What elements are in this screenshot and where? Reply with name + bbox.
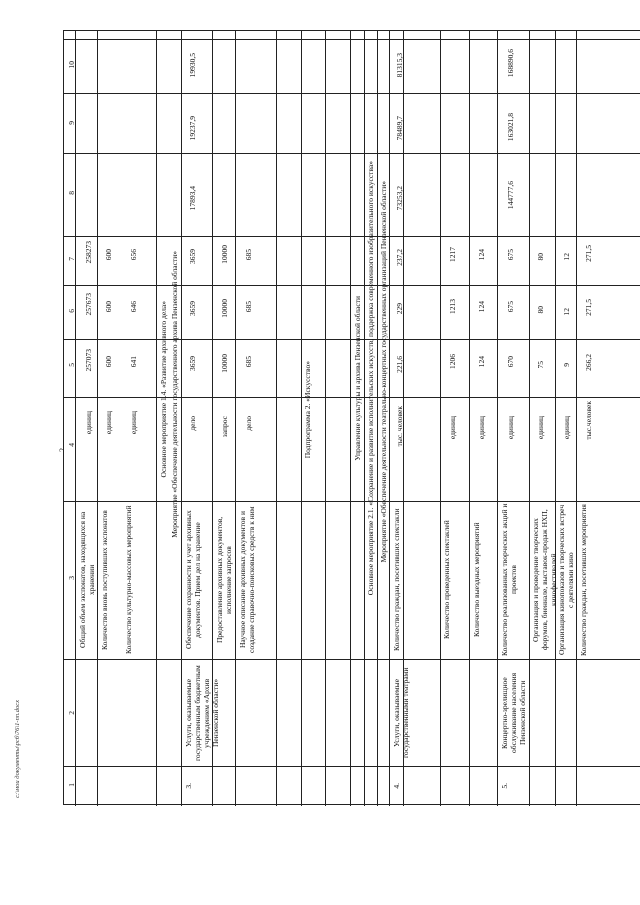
unit: дело xyxy=(244,416,253,431)
indicator: Количество граждан, посетивших спектакли xyxy=(392,508,401,652)
col-line xyxy=(389,31,390,806)
event-heading: Мероприятие «Обеспечение деятельности государственного архива Пензенской области» xyxy=(170,251,179,538)
finance-value: 17893,4 xyxy=(188,186,197,211)
value: 258273 xyxy=(84,241,93,264)
row-line xyxy=(64,501,640,502)
unit: единиц xyxy=(477,416,486,440)
value: 675 xyxy=(506,301,515,313)
value: 221,6 xyxy=(395,356,404,373)
value: 3659 xyxy=(188,249,197,264)
col-line xyxy=(276,31,277,806)
indicator: Количество выездных мероприятий xyxy=(472,522,481,638)
row-line xyxy=(64,659,640,660)
value: 229 xyxy=(395,303,404,315)
value: 10000 xyxy=(220,354,229,373)
col-header: 7 xyxy=(67,257,76,261)
service-name: Услуги, оказываемые государственным бюджетным учреждением «Архив Пензенской области» xyxy=(184,665,220,761)
col-line xyxy=(469,31,470,806)
row-line xyxy=(64,285,640,286)
unit: единиц xyxy=(448,416,457,440)
col-header: 2 xyxy=(67,711,76,715)
col-line xyxy=(350,31,351,806)
value: 600 xyxy=(104,356,113,368)
value: 12 xyxy=(562,308,571,316)
row-number: 5. xyxy=(500,783,509,789)
value: 257073 xyxy=(84,349,93,372)
indicator: Количество вновь поступивших экспонатов xyxy=(100,510,109,650)
unit: единиц xyxy=(536,416,545,440)
indicator: Организация и проведение творческих форумов, биеннале, выставок-продаж НХП, кинофестивалей xyxy=(531,509,558,651)
value: 10000 xyxy=(220,245,229,264)
service-name: Концертно-зрелищное обслуживание населения Пензенской области xyxy=(500,672,527,754)
indicator: Количество проведенных спектаклей xyxy=(442,520,451,640)
subprogram-heading: Подпрограмма 2. «Искусство» xyxy=(303,361,312,459)
col-line xyxy=(555,31,556,806)
col-header: 3 xyxy=(67,576,76,580)
col-line xyxy=(497,31,498,806)
finance-value: 19930,5 xyxy=(188,53,197,78)
row-number: 3. xyxy=(184,783,193,789)
value: 10000 xyxy=(220,299,229,318)
col-line xyxy=(75,31,76,806)
finance-value: 73253,2 xyxy=(395,186,404,211)
value: 3659 xyxy=(188,301,197,316)
unit: единиц xyxy=(506,416,515,440)
unit: единиц xyxy=(129,411,138,435)
value: 271,5 xyxy=(584,245,593,262)
value: 685 xyxy=(244,301,253,313)
col-line xyxy=(325,31,326,806)
unit: единиц xyxy=(84,411,93,435)
finance-value: 78489,7 xyxy=(395,116,404,141)
finance-value: 81315,3 xyxy=(395,53,404,78)
value: 124 xyxy=(477,301,486,313)
indicator: Количество культурно-массовых мероприятий xyxy=(124,505,133,655)
value: 80 xyxy=(536,306,545,314)
service-name: Услуги, оказываемые государственными театрами xyxy=(392,667,410,759)
value: 3659 xyxy=(188,356,197,371)
col-header: 4 xyxy=(67,443,76,447)
value: 1206 xyxy=(448,354,457,369)
col-line xyxy=(181,31,182,806)
value: 685 xyxy=(244,356,253,368)
col-line xyxy=(156,31,157,806)
value: 675 xyxy=(506,249,515,261)
col-header: 1 xyxy=(67,783,76,787)
value: 266,2 xyxy=(584,354,593,371)
finance-value: 168890,6 xyxy=(506,49,515,78)
row-number: 4. xyxy=(392,783,401,789)
value: 124 xyxy=(477,356,486,368)
value: 124 xyxy=(477,249,486,261)
value: 1213 xyxy=(448,299,457,314)
indicator: Общий объем экспонатов, находящихся на хранении xyxy=(78,511,96,649)
col-line xyxy=(529,31,530,806)
event-heading: Мероприятие «Обеспечение деятельности театрально-концертных государственных организаций Пензенской области» xyxy=(379,181,388,563)
col-line xyxy=(576,31,577,806)
col-header: 9 xyxy=(67,121,76,125)
finance-value: 19237,9 xyxy=(188,116,197,141)
col-line xyxy=(97,31,98,806)
unit: запрос xyxy=(220,416,229,438)
col-header: 8 xyxy=(67,191,76,195)
row-line xyxy=(64,39,640,40)
value: 646 xyxy=(129,301,138,313)
row-line xyxy=(64,339,640,340)
col-line xyxy=(377,31,378,806)
unit: единиц xyxy=(562,416,571,440)
row-line xyxy=(64,397,640,398)
value: 80 xyxy=(536,253,545,261)
col-line xyxy=(235,31,236,806)
main-event-heading: Основное мероприятие 2.1. «Сохранение и развитие исполнительских искусств, поддержка современного изобразительного искусства» xyxy=(366,161,375,596)
value: 271,5 xyxy=(584,299,593,316)
col-header: 5 xyxy=(67,363,76,367)
ministry-heading: Управление культуры и архива Пензенской области xyxy=(353,296,362,461)
col-header: 6 xyxy=(67,309,76,313)
finance-value: 163021,8 xyxy=(506,113,515,142)
indicator: Предоставление архивных документов, исполнение запросов xyxy=(215,516,233,644)
footer-file-path: c:\мои документы\рсб\76\1-пп.docx xyxy=(14,700,21,798)
finance-value: 144777,6 xyxy=(506,181,515,210)
value: 12 xyxy=(562,253,571,261)
value: 237,2 xyxy=(395,249,404,266)
indicator: Количество граждан, посетивших мероприятия xyxy=(579,504,588,656)
value: 600 xyxy=(104,301,113,313)
col-header: 10 xyxy=(67,61,76,69)
col-line xyxy=(301,31,302,806)
indicator: Количество реализованных творческих акций и проектов xyxy=(500,503,518,657)
indicator: Организация кинопоказов и творческих встреч с деятелями кино xyxy=(557,504,575,656)
col-line xyxy=(364,31,365,806)
row-line xyxy=(64,93,640,94)
value: 600 xyxy=(104,249,113,261)
main-event-heading: Основное мероприятие 1.4. «Развитие архивного дела» xyxy=(159,301,168,478)
value: 670 xyxy=(506,356,515,368)
unit: единиц xyxy=(104,411,113,435)
unit: тыс. человек xyxy=(395,406,404,447)
value: 656 xyxy=(129,249,138,261)
indicator: Обеспечение сохранности и учет архивных документов. Прием дел на хранение xyxy=(184,510,202,650)
indicator: Научное описание архивных документов и создание справочно-поисковых средств к ним xyxy=(238,506,256,654)
row-line xyxy=(64,236,640,237)
value: 257673 xyxy=(84,293,93,316)
value: 1217 xyxy=(448,247,457,262)
unit: дело xyxy=(188,416,197,431)
data-table xyxy=(63,30,640,805)
col-line xyxy=(440,31,441,806)
value: 685 xyxy=(244,249,253,261)
value: 641 xyxy=(129,356,138,368)
value: 75 xyxy=(536,361,545,369)
value: 9 xyxy=(562,363,571,367)
row-line xyxy=(64,766,640,767)
unit: тыс.человек xyxy=(584,401,593,440)
row-line xyxy=(64,153,640,154)
